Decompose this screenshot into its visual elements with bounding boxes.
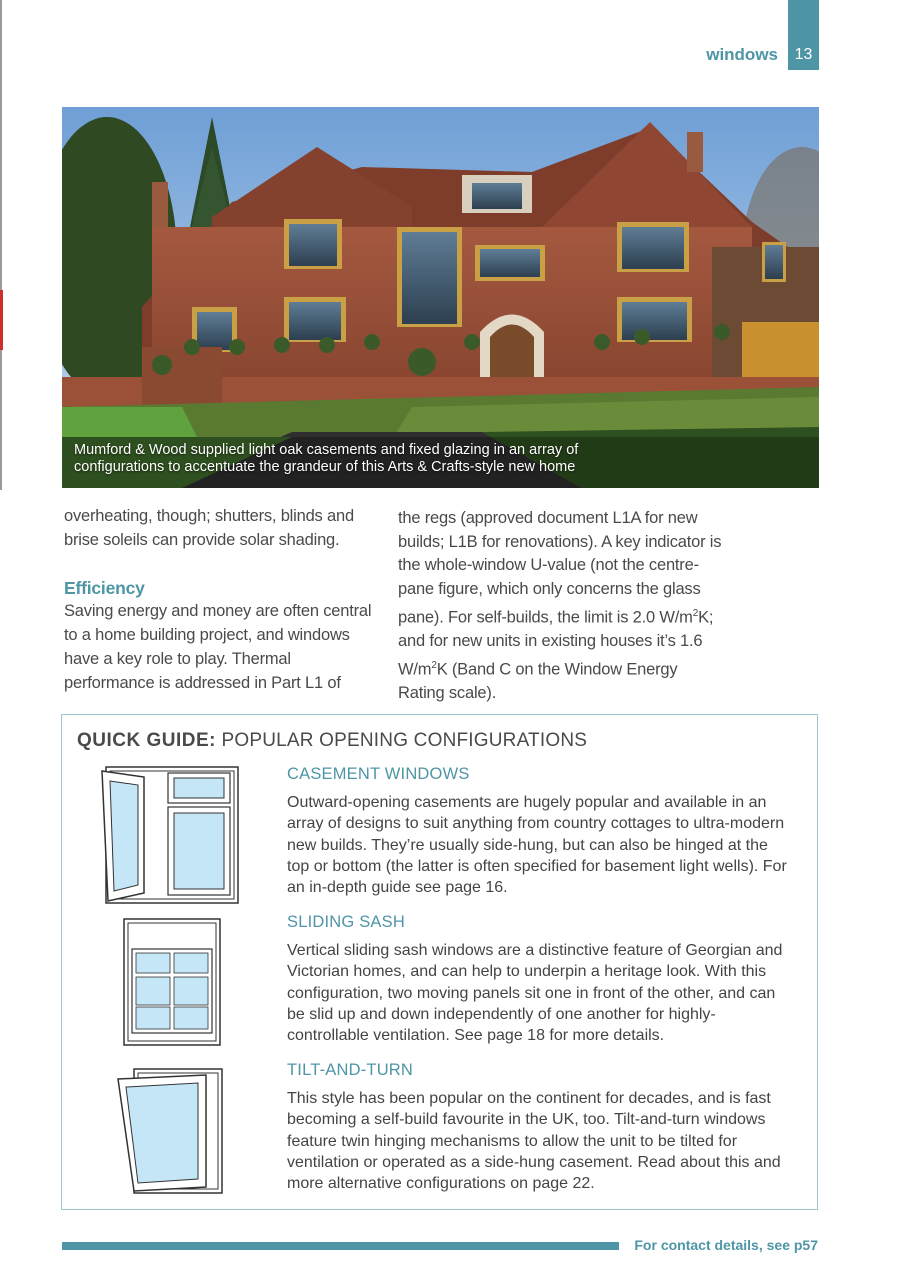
sliding-sash-icon (118, 915, 228, 1050)
quick-guide-box (61, 714, 818, 1210)
sliding-sash-heading: SLIDING SASH (287, 913, 405, 931)
caption-line-2: configurations to accentuate the grandeur of this Arts & Crafts-style new home (74, 459, 576, 475)
article-right-column (398, 507, 728, 706)
sliding-sash-description: Vertical sliding sash windows are a distinctive feature of Georgian and Victorian homes, and can help to underpin a heritage look. With this configuration, two moving panels sit one in front of the other, and can be slid up and down independently of one another for highly-controllable ventilation. See page 18 for more details. (287, 942, 783, 1045)
page-number: 13 (794, 46, 813, 63)
tilt-and-turn-description: This style has been popular on the continent for decades, and is fast becoming a self-build favourite in the UK, too. Tilt-and-turn windows feature twin hinging mechanisms to allow the unit to be tilted for ventilation or operated as a side-hung casement. Read about this and more alternative configurations on page 22. (287, 1090, 781, 1193)
efficiency-paragraph: Saving energy and money are often central to a home building project, and windows have a key role to play. Thermal performance is addressed in Part L1 of (64, 602, 372, 692)
house-illustration (62, 107, 819, 488)
u-value-text-2: K; and for new units in existing houses it’s 1.6 W/m (398, 608, 714, 679)
superscript-2: 2 (692, 607, 699, 619)
u-value-text-1: the regs (approved document L1A for new builds; L1B for renovations). A key indicator is the whole-window U-value (not the centre-pane figure, which only concerns the glass pane). For self-builds, the limit is 2.0 W/m (398, 509, 722, 627)
section-title: windows (706, 45, 778, 64)
caption-line-1: Mumford & Wood supplied light oak casements and fixed glazing in an array of (74, 442, 579, 458)
superscript-2b: 2 (431, 659, 437, 671)
tilt-and-turn-heading: TILT-AND-TURN (287, 1061, 414, 1079)
casement-description: Outward-opening casements are hugely popular and available in an array of designs to suit anything from country cottages to ultra-modern new builds. They’re usually side-hung, but can also be hinged at the top or bottom (the latter is often specified for basement light wells). For an in-depth guide see page 16. (287, 794, 787, 897)
footer-bar (62, 1242, 619, 1250)
page-edge (0, 0, 2, 490)
tilt-and-turn-icon (114, 1065, 234, 1200)
quick-guide-label: QUICK GUIDE: (77, 730, 216, 751)
photo-caption (74, 442, 659, 476)
casement-window-icon (98, 763, 246, 908)
casement-heading: CASEMENT WINDOWS (287, 765, 470, 783)
page-number-tab (788, 0, 819, 70)
contact-details-note: For contact details, see p57 (634, 1237, 818, 1253)
intro-paragraph: overheating, though; shutters, blinds and brise soleils can provide solar shading. (64, 507, 354, 549)
u-value-text-3: K (Band C on the Window Energy Rating scale). (398, 660, 678, 702)
article-left-column (64, 505, 374, 695)
quick-guide-title (77, 730, 587, 752)
quick-guide-subtitle: POPULAR OPENING CONFIGURATIONS (216, 730, 588, 751)
house-photo (62, 107, 819, 488)
page-edge-accent (0, 290, 3, 350)
efficiency-heading: Efficiency (64, 578, 145, 599)
u-value-paragraph (398, 507, 728, 706)
